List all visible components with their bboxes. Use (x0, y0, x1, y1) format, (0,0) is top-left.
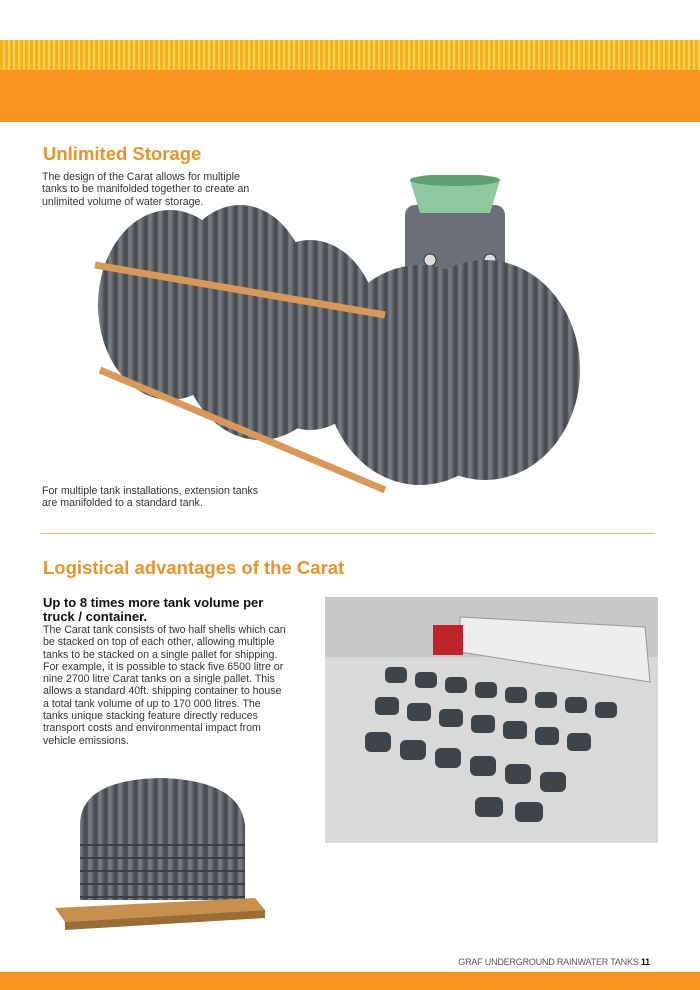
header-stripes (0, 40, 700, 70)
section-divider (40, 533, 655, 534)
header-band (0, 70, 700, 122)
section-title-unlimited-storage: Unlimited Storage (43, 143, 202, 164)
section-title-logistical-advantages: Logistical advantages of the Carat (43, 557, 345, 578)
manifold-caption: For multiple tank installations, extension tanks are manifolded to a standard tank. (42, 485, 259, 510)
truck-loading-photo (325, 597, 658, 843)
page-number: 11 (640, 957, 650, 967)
footer-label: GRAF UNDERGROUND RAINWATER TANKS (458, 957, 639, 967)
stacked-tanks-pallet-illustration (55, 770, 267, 930)
section-intro: The design of the Carat allows for multiple tanks to be manifolded together to create an unlimited volume of water storage. (42, 171, 250, 208)
section-subtitle: Up to 8 times more tank volume per truck / container. (43, 595, 264, 624)
page-footer (458, 957, 650, 967)
footer-band (0, 972, 700, 990)
section-body: The Carat tank consists of two half shells which can be stacked on top of each other, allowing multiple tanks to be stacked on a single pallet for shipping. For example, it is possible to stack five 6500 litre or nine 2700 litre Carat tanks on a single pallet. This allows a standard 40ft. shipping container to house a total tank volume of up to 170 000 litres. The tanks unique stacking feature directly reduces transport costs and environmental impact from vehicle emissions. (43, 624, 286, 747)
manifolded-tanks-illustration (85, 175, 615, 505)
